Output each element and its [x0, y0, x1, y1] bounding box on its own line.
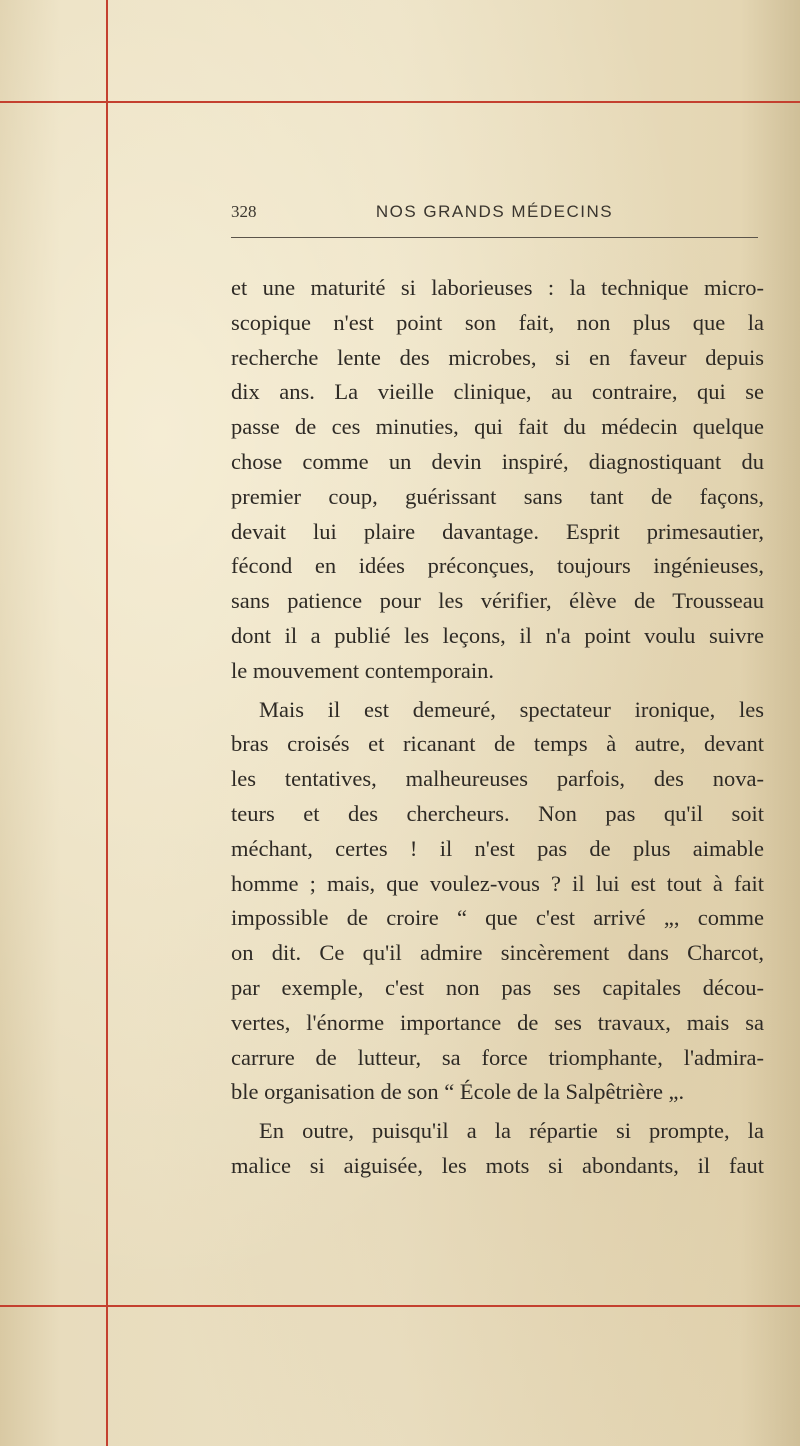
text-line: malice si aiguisée, les mots si abondants, il faut [231, 1152, 764, 1178]
text-line: sans patience pour les vérifier, élève de Trousseau [231, 588, 764, 614]
running-title: NOS GRANDS MÉDECINS [375, 202, 614, 221]
text-line: carrure de lutteur, sa force triomphante, l'admira- [231, 1044, 764, 1070]
text-line: les tentatives, malheureuses parfois, des nova- [231, 766, 764, 792]
paragraph [231, 271, 764, 689]
body-text [231, 271, 764, 1184]
text-line: dix ans. La vieille clinique, au contraire, qui se [231, 379, 764, 405]
text-line: premier coup, guérissant sans tant de façons, [231, 483, 764, 509]
header-rule [231, 237, 758, 238]
paragraph [231, 1114, 764, 1184]
text-line: par exemple, c'est non pas ses capitales décou- [231, 974, 764, 1000]
text-line: méchant, certes ! il n'est pas de plus aimable [231, 835, 764, 861]
text-line: Mais il est demeuré, spectateur ironique, les [259, 696, 764, 722]
margin-rule-bottom [0, 1305, 800, 1307]
text-line: on dit. Ce qu'il admire sincèrement dans Charcot, [231, 940, 764, 966]
text-line: le mouvement contemporain. [231, 657, 495, 683]
text-line: chose comme un devin inspiré, diagnostiquant du [231, 448, 764, 474]
text-line: passe de ces minuties, qui fait du médecin quelque [231, 414, 764, 440]
page-header [231, 200, 758, 230]
page-number: 328 [231, 202, 257, 221]
text-line: recherche lente des microbes, si en faveur depuis [231, 344, 764, 370]
margin-rule-vertical [106, 0, 108, 1446]
paragraph [231, 693, 764, 1111]
text-line: impossible de croire “ que c'est arrivé „, comme [231, 905, 764, 931]
text-line: teurs et des chercheurs. Non pas qu'il soit [231, 800, 764, 826]
text-line: vertes, l'énorme importance de ses travaux, mais sa [231, 1009, 764, 1035]
text-line: devait lui plaire davantage. Esprit primesautier, [231, 518, 764, 544]
margin-rule-top [0, 101, 800, 103]
text-line: homme ; mais, que voulez-vous ? il lui est tout à fait [231, 870, 764, 896]
text-line: bras croisés et ricanant de temps à autre, devant [231, 731, 764, 757]
text-line: ble organisation de son “ École de la Salpêtrière „. [231, 1079, 685, 1105]
text-line: et une maturité si laborieuses : la technique micro- [231, 275, 764, 300]
text-line: fécond en idées préconçues, toujours ingénieuses, [231, 553, 764, 579]
text-line: dont il a publié les leçons, il n'a point voulu suivre [231, 622, 764, 648]
text-line: En outre, puisqu'il a la répartie si prompte, la [259, 1118, 764, 1144]
text-line: scopique n'est point son fait, non plus que la [231, 309, 764, 335]
